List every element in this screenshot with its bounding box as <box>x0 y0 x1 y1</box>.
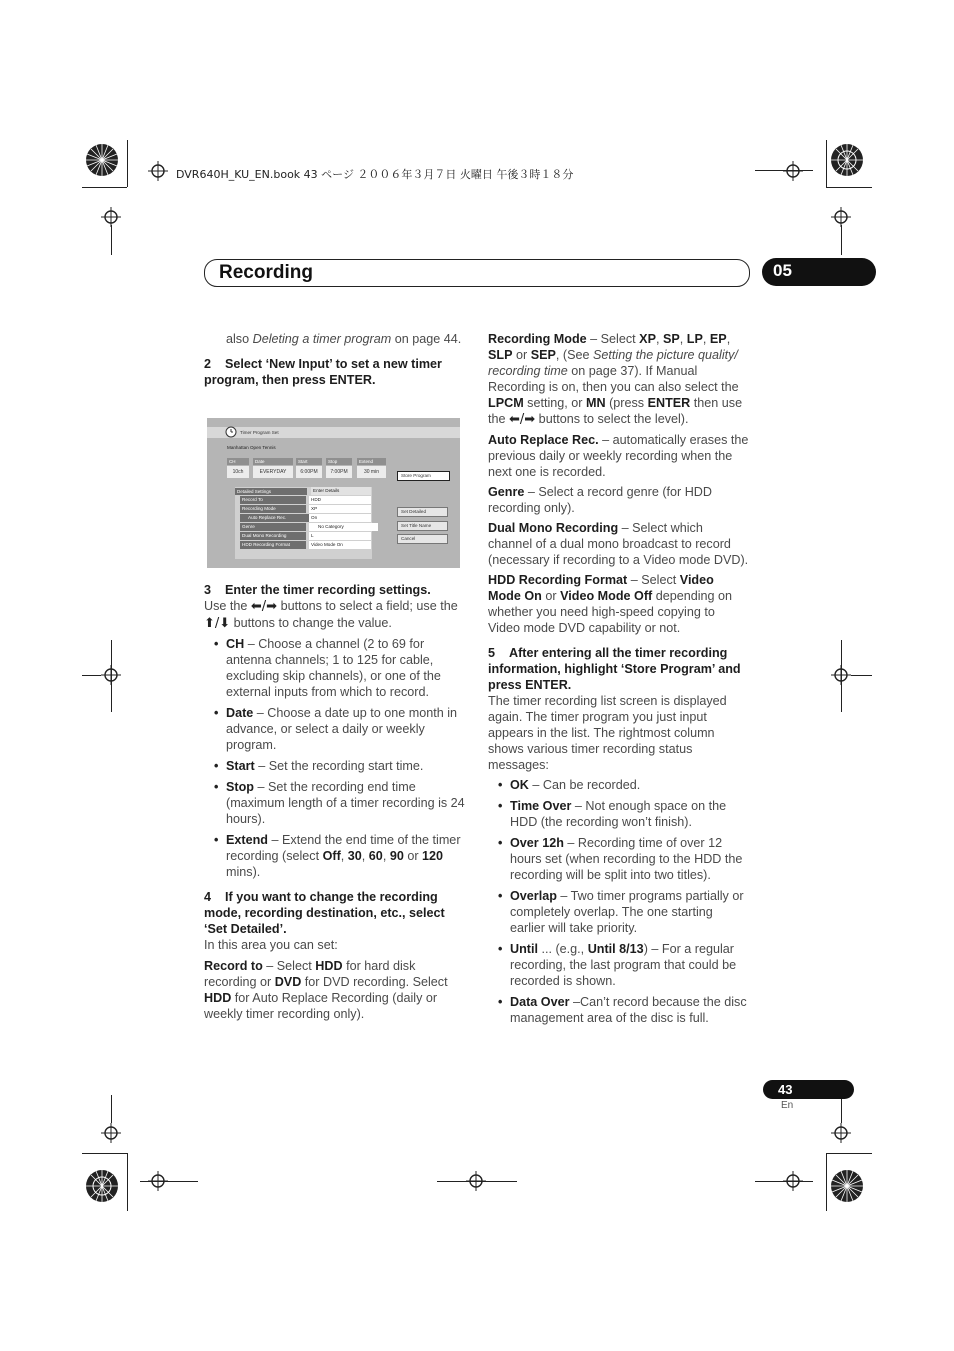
list-item: • Overlap – Two timer programs partially or completely overlap. The one starting earlier will take priority. <box>488 888 750 936</box>
screen-title: Timer Program Set <box>240 430 279 435</box>
step-3: 3 Enter the timer recording settings. <box>204 583 431 597</box>
step-4-description: In this area you can set: <box>204 938 338 952</box>
step-5-description: The timer recording list screen is displayed again. The timer program you just input appears in the list. The rightmost column shows various timer recording status messages: <box>488 694 727 772</box>
registration-sunburst-icon <box>84 1168 120 1204</box>
value-extend[interactable]: 30 min <box>357 466 386 478</box>
detail-label-auto-replace: Auto Replace Rec. <box>240 514 312 522</box>
crosshair-icon <box>101 1123 121 1143</box>
value-start[interactable]: 6:00PM <box>296 466 322 478</box>
recording-mode-text: Recording Mode – Select XP, SP, LP, EP, SLP or SEP, (See Setting the picture quality/ recording time on page 37). If Manual Recording is on, then you can also select the LPCM setting, or MN (press ENTER then use the ⬅/➡ buttons to select the level). <box>488 332 743 427</box>
value-ch[interactable]: 10ch <box>227 466 249 478</box>
step-4: 4 If you want to change the recording mode, recording destination, etc., select ‘Set Detailed’. <box>204 890 445 936</box>
crosshair-icon <box>783 161 803 181</box>
print-header-line: DVR640H_KU_EN.book 43 ページ ２００６年３月７日 火曜日 午後３時１８分 <box>176 168 574 181</box>
program-name: Manhattan Open Tennis <box>227 445 276 450</box>
dual-mono-text: Dual Mono Recording – Select which channel of a dual mono broadcast to record (necessary if recording to a Video mode DVD). <box>488 521 749 567</box>
left-column <box>204 331 466 388</box>
genre-text: Genre – Select a record genre (for HDD recording only). <box>488 485 712 515</box>
crosshair-icon <box>148 161 168 181</box>
detail-header-right: Enter Details <box>311 487 371 495</box>
set-title-name-button[interactable]: Set Title Name <box>397 521 448 531</box>
list-item: • Over 12h – Recording time of over 12 hours set (when recording to the HDD the recording will be split into two titles). <box>488 835 750 883</box>
section-header <box>204 259 750 287</box>
detail-label-dual-mono: Dual Mono Recording <box>240 532 306 540</box>
col-header-start: Start <box>296 458 322 465</box>
step-5: 5 After entering all the timer recording information, highlight ‘Store Program’ and press ENTER. <box>488 646 741 692</box>
left-right-arrows-icon: ⬅/➡ <box>250 599 278 614</box>
crosshair-icon <box>831 1123 851 1143</box>
up-down-arrows-icon: ⬆/⬇ <box>204 616 231 631</box>
value-stop[interactable]: 7:00PM <box>326 466 352 478</box>
col-header-extend: Extend <box>357 458 386 465</box>
record-to-text: Record to – Select HDD for hard disk recording or DVD for DVD recording. Select HDD for Auto Replace Recording (daily or weekly timer recording only). <box>204 959 448 1021</box>
settings-list <box>204 636 466 880</box>
timer-program-screen <box>207 418 460 568</box>
crosshair-icon <box>101 207 121 227</box>
section-title: Recording <box>219 262 313 283</box>
page-language: En <box>781 1100 794 1111</box>
list-item: • CH – Choose a channel (2 to 69 for antenna channels; 1 to 125 for cable, excluding skip channels), or one of the external inputs from which to record. <box>204 636 466 700</box>
registration-sunburst-icon <box>829 1168 865 1204</box>
col-header-stop: Stop <box>326 458 352 465</box>
left-column-lower <box>204 582 466 1022</box>
set-detailed-button[interactable]: Set Detailed <box>397 507 448 517</box>
detail-header-left: Detailed Settings <box>235 488 307 495</box>
auto-replace-text: Auto Replace Rec. – automatically erases the previous daily or weekly recording when the next one is recorded. <box>488 433 749 479</box>
value-date[interactable]: EVERYDAY <box>253 466 293 478</box>
detail-label-recording-mode: Recording Mode <box>240 505 306 513</box>
cancel-button[interactable]: Cancel <box>397 534 448 544</box>
chapter-badge <box>762 258 876 286</box>
col-header-date: Date <box>253 458 293 465</box>
list-item: • Start – Set the recording start time. <box>204 758 466 774</box>
detail-value-record-to[interactable]: HDD <box>309 496 371 504</box>
detail-value-recording-mode[interactable]: XP <box>309 505 371 513</box>
left-right-arrows-icon: ⬅/➡ <box>509 412 536 427</box>
list-item: • Data Over –Can’t record because the disc management area of the disc is full. <box>488 994 750 1026</box>
list-item: • Until ... (e.g., Until 8/13) – For a regular recording, the last program that could be recorded is shown. <box>488 941 750 989</box>
status-list <box>488 777 750 1026</box>
detail-value-auto-replace[interactable]: On <box>309 514 371 522</box>
page-number: 43 <box>778 1082 793 1097</box>
list-item: • OK – Can be recorded. <box>488 777 750 793</box>
chapter-number: 05 <box>773 261 792 280</box>
detail-value-hdd-format[interactable]: Video Mode On <box>309 541 371 549</box>
registration-sunburst-icon <box>829 142 865 178</box>
hdd-format-text: HDD Recording Format – Select Video Mode On or Video Mode Off depending on whether you need high-speed copying to Video mode DVD capability or not. <box>488 573 733 635</box>
detail-value-dual-mono[interactable]: L <box>309 532 371 540</box>
list-item: • Time Over – Not enough space on the HDD (the recording won’t finish). <box>488 798 750 830</box>
clock-icon <box>225 426 237 438</box>
page-number-badge <box>763 1080 854 1099</box>
intro-text: also Deleting a timer program on page 44. <box>226 332 462 346</box>
detail-label-hdd-format: HDD Recording Format <box>240 541 306 549</box>
detail-label-genre: Genre <box>240 523 306 531</box>
col-header-ch: CH <box>227 458 249 465</box>
list-item: • Extend – Extend the end time of the timer recording (select Off, 30, 60, 90 or 120 mins). <box>204 832 466 880</box>
store-program-button[interactable]: Store Program <box>397 471 450 481</box>
list-item: • Date – Choose a date up to one month in advance, or select a daily or weekly program. <box>204 705 466 753</box>
crosshair-icon <box>831 207 851 227</box>
step-3-description: Use the ⬅/➡ buttons to select a field; use the ⬆/⬇ buttons to change the value. <box>204 599 458 631</box>
registration-sunburst-icon <box>84 142 120 178</box>
detail-label-record-to: Record To <box>240 496 306 504</box>
detail-value-genre[interactable]: No Category <box>309 523 378 531</box>
list-item: • Stop – Set the recording end time (maximum length of a timer recording is 24 hours). <box>204 779 466 827</box>
right-column <box>488 331 750 1026</box>
step-2: 2 Select ‘New Input’ to set a new timer program, then press ENTER. <box>204 357 442 387</box>
